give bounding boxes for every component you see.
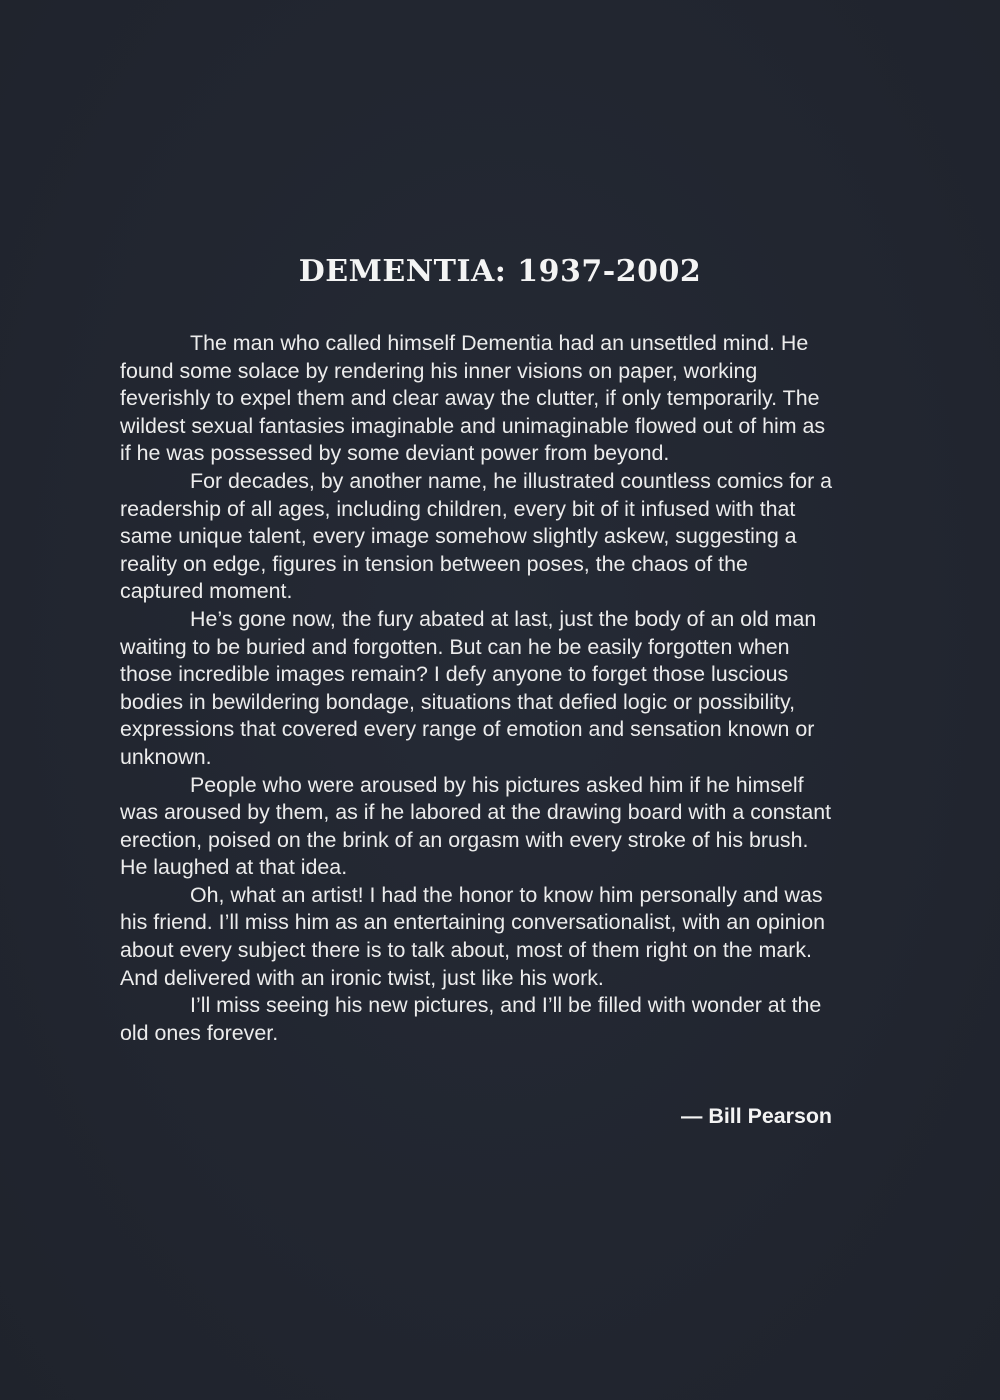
page-title: DEMENTIA: 1937-2002 [298, 254, 702, 289]
paragraph: The man who called himself Dementia had an unsettled mind. He found some solace by rendering his inner visions on paper, working feverishly to expel them and clear away the clutter, if only temporarily. The wildest sexual fantasies imaginable and unimaginable flowed out of him as if he was possessed by some deviant power from beyond. [120, 331, 826, 466]
paragraph: For decades, by another name, he illustrated countless comics for a readership of all ages, including children, every bit of it infused with that same unique talent, every image somehow slightly askew, suggesting a reality on edge, figures in tension between poses, the chaos of the captured moment. [120, 468, 833, 604]
author-signature: — Bill Pearson [681, 1104, 832, 1128]
paragraph: I’ll miss seeing his new pictures, and I’ll be filled with wonder at the old ones forever. [120, 993, 822, 1045]
paragraph: He’s gone now, the fury abated at last, just the body of an old man waiting to be buried and forgotten. But can he be easily forgotten when those incredible images remain? I defy anyone to forget those luscious bodies in bewildering bondage, situations that defied logic or possibility, expressions that covered every range of emotion and sensation known or unknown. [120, 606, 817, 769]
paragraph: Oh, what an artist! I had the honor to know him personally and was his friend. I’ll miss him as an entertaining conversationalist, with an opinion about every subject there is to talk about, most of them right on the mark. And delivered with an ironic twist, just like his work. [120, 882, 826, 990]
paragraph: People who were aroused by his pictures asked him if he himself was aroused by them, as if he labored at the drawing board with a constant erection, poised on the brink of an orgasm with every stroke of his brush. He laughed at that idea. [120, 772, 832, 880]
article-body [120, 330, 836, 1047]
